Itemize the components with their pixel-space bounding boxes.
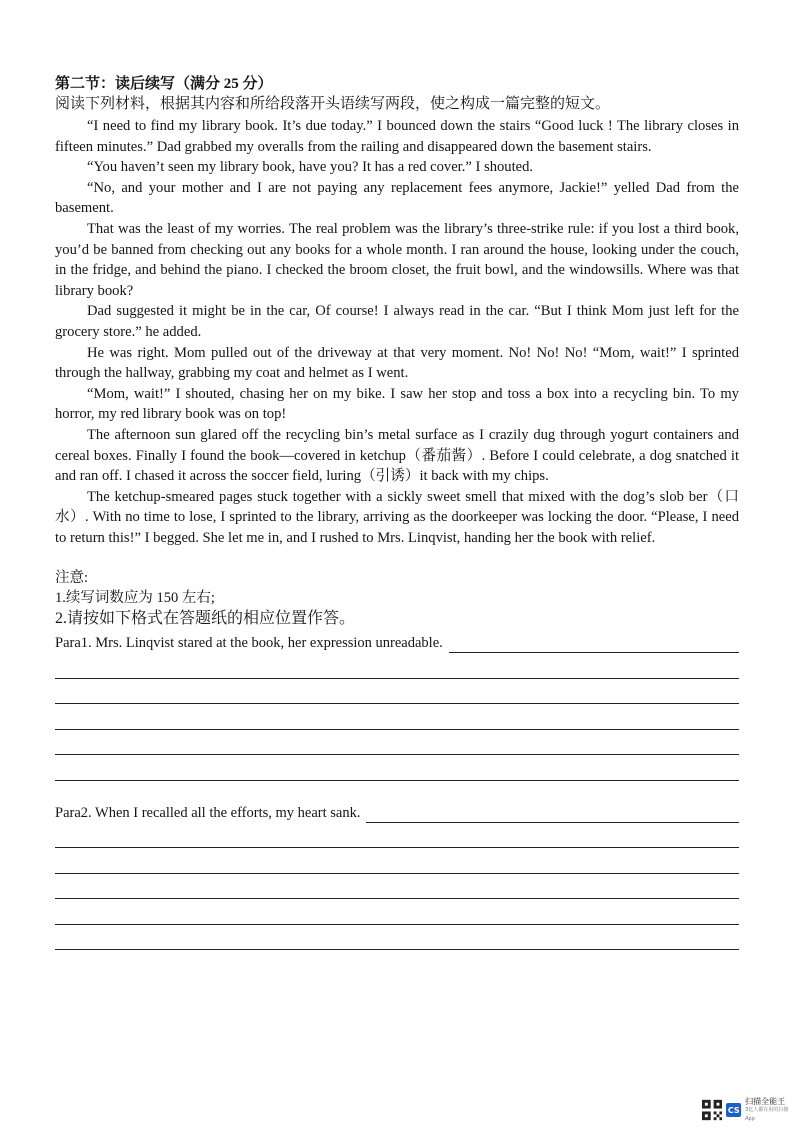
exam-page (55, 74, 739, 950)
qr-code-icon (702, 1099, 722, 1121)
story-paragraph: “You haven’t seen my library book, have you? It has a red cover.” I shouted. (87, 159, 534, 176)
story-paragraph: He was right. Mom pulled out of the driveway at that very moment. No! No! No! “Mom, wait!” I sprinted through the hallway, grabbing my coat and helmet as I went. (55, 344, 739, 382)
para1-prompt: Para1. Mrs. Linqvist stared at the book, her expression unreadable. (55, 635, 443, 652)
scanner-tagline: 3亿人都在用的扫描App (745, 1106, 789, 1122)
note-format: 2.请按如下格式在答题纸的相应位置作答。 (55, 610, 356, 628)
story-paragraph: The ketchup-smeared pages stuck together with a sickly sweet smell that mixed with the dog’s slob ber（口水）. With no time to lose, I sprinted to the library, arriving as the doorkeeper was locking the door. “Please, I need to return this!” I begged. She let me in, and I rushed to Mrs. Linqvist, handing her the book with relief. (55, 488, 739, 546)
writing-line[interactable] (55, 704, 739, 730)
para1-answer-blank[interactable] (449, 638, 739, 653)
section-title: 第二节：读后续写（满分 25 分） (55, 76, 273, 92)
para1-prompt-row (55, 633, 739, 653)
story-paragraph: “Mom, wait!” I shouted, chasing her on my bike. I saw her stop and toss a box into a recycling bin. To my horror, my red library book was on top! (55, 385, 739, 423)
scanner-text (745, 1097, 794, 1124)
writing-line[interactable] (55, 755, 739, 781)
notes-section (55, 568, 739, 630)
story-paragraph: The afternoon sun glared off the recycling bin’s metal surface as I crazily dug through yogurt containers and cereal boxes. Finally I found the book—covered in ketchup（番茄酱）. Before I could celebrate, a dog snatched it and ran off. I chased it across the soccer field, luring（引诱）it back with my chips. (55, 426, 739, 485)
story-paragraph: “No, and your mother and I are not paying any replacement fees anymore, Jackie!” yelled Dad from the basement. (55, 179, 739, 217)
writing-line[interactable] (55, 899, 739, 925)
para2-prompt: Para2. When I recalled all the efforts, my heart sank. (55, 804, 361, 821)
camscanner-logo-icon: CS (726, 1103, 741, 1117)
para2-answer-blank[interactable] (366, 808, 739, 823)
writing-line[interactable] (55, 925, 739, 951)
writing-line[interactable] (55, 730, 739, 756)
writing-line[interactable] (55, 874, 739, 900)
para2-prompt-row (55, 803, 739, 823)
story-passage (55, 116, 739, 548)
story-paragraph: “I need to find my library book. It’s due today.” I bounced down the stairs “Good luck ! The library closes in fifteen minutes.” Dad grabbed my overalls from the railing and disappeared down the basement stairs. (55, 118, 739, 155)
notes-heading: 注意: (55, 570, 89, 587)
para2-section (55, 803, 739, 951)
writing-line[interactable] (55, 848, 739, 874)
scanner-watermark (702, 1096, 794, 1124)
writing-line[interactable] (55, 823, 739, 849)
writing-line[interactable] (55, 679, 739, 705)
instructions: 阅读下列材料，根据其内容和所给段落开头语续写两段，使之构成一篇完整的短文。 (55, 96, 611, 112)
writing-line[interactable] (55, 653, 739, 679)
para1-section (55, 633, 739, 781)
story-paragraph: That was the least of my worries. The real problem was the library’s three-strike rule: if you lost a third book, you’d be banned from checking out any books for a whole month. I ran around the house, looking under the couch, in the fridge, and behind the piano. I checked the broom closet, the fruit bowl, and the windowsills. Where was that library book? (55, 220, 739, 299)
scanner-name: 扫描全能王 (745, 1096, 786, 1106)
story-paragraph: Dad suggested it might be in the car, Of course! I always read in the car. “But I think Mom just left for the grocery store.” he added. (55, 303, 739, 340)
note-word-count: 1.续写词数应为 150 左右; (55, 590, 215, 607)
